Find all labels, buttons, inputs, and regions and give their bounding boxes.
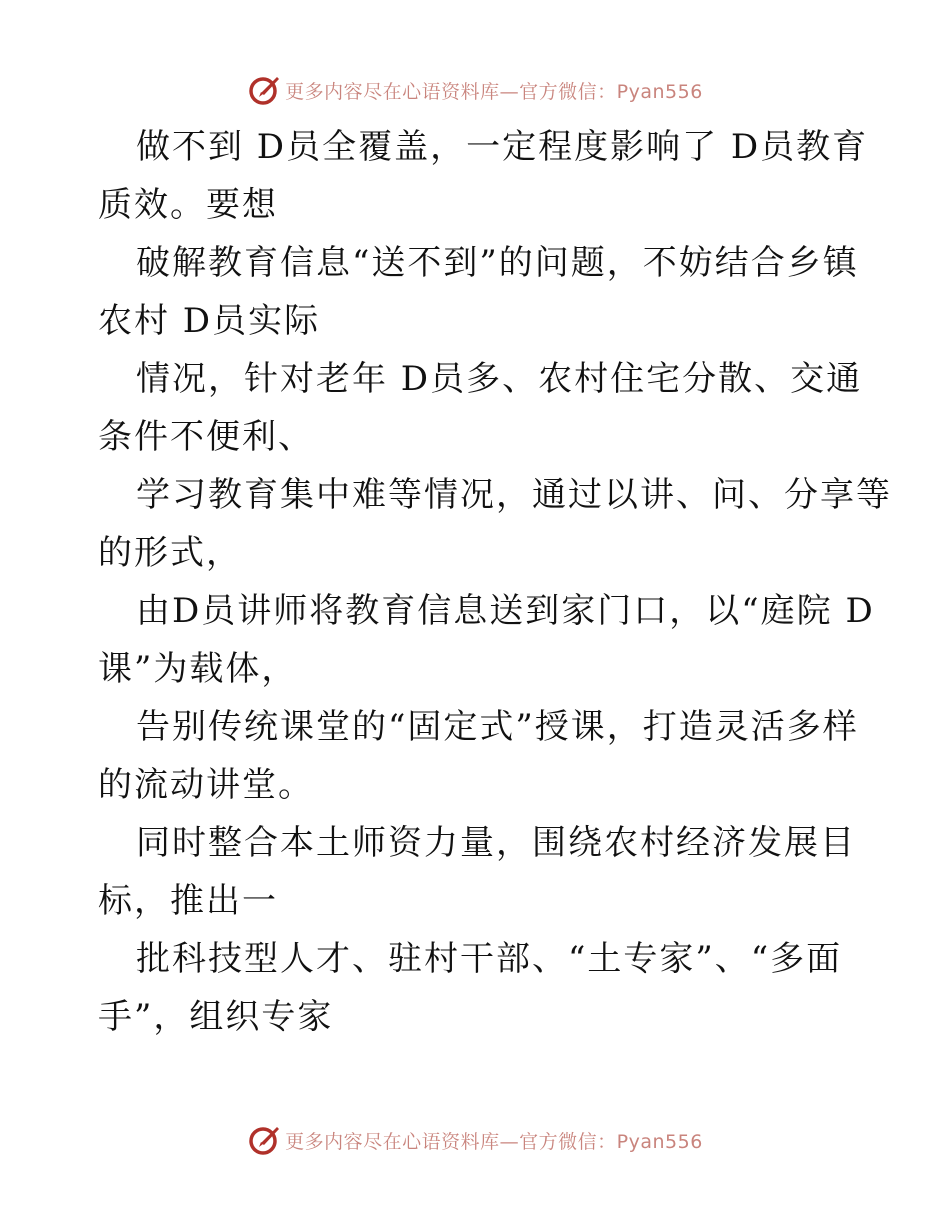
paragraph: 告别传统课堂的“固定式”授课，打造灵活多样 的流动讲堂。 [98,707,859,805]
paragraph: 由D员讲师将教育信息送到家门口，以“庭院 D 课”为载体， [98,591,875,689]
paragraph: 情况，针对老年 D员多、农村住宅分散、交通 条件不便利、 [98,359,863,457]
paragraph: 做不到 D员全覆盖，一定程度影响了 D员教育 质效。要想 [98,127,869,225]
footer-watermark [0,1120,950,1160]
quill-circle-icon [247,1123,281,1157]
document-body [98,118,892,1046]
quill-circle-icon [247,73,281,107]
wechat-id: Pyan556 [616,1130,703,1153]
wechat-id: Pyan556 [616,80,703,103]
paragraph: 学习教育集中难等情况，通过以讲、问、分享等 的形式， [98,475,892,573]
header-watermark [0,70,950,110]
watermark-text: 更多内容尽在心语资料库—官方微信：Pyan556 [285,1130,703,1153]
paragraph: 破解教育信息“送不到”的问题，不妨结合乡镇 农村 D员实际 [98,243,859,341]
paragraph: 同时整合本土师资力量，围绕农村经济发展目 标，推出一 [98,823,856,921]
paragraph: 批科技型人才、驻村干部、“土专家”、“多面 手”，组织专家 [98,939,843,1037]
watermark-text: 更多内容尽在心语资料库—官方微信：Pyan556 [285,80,703,103]
